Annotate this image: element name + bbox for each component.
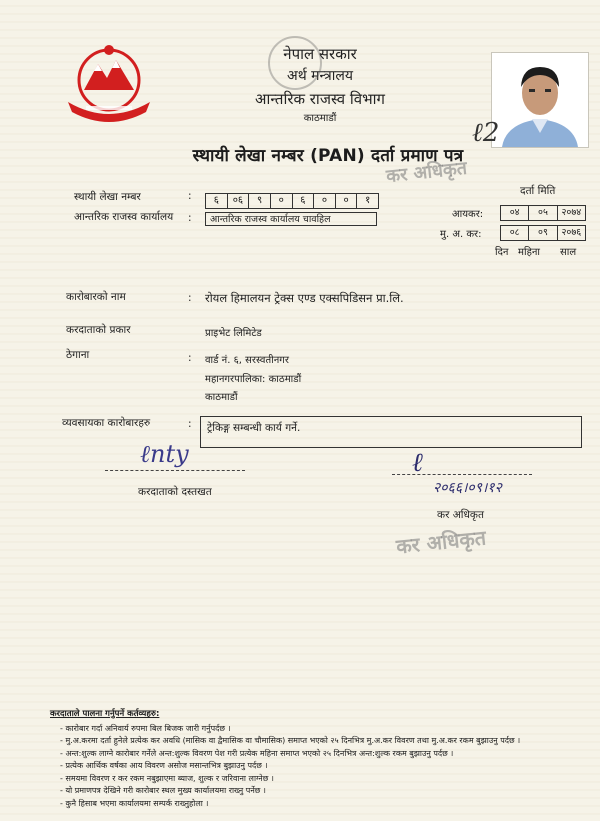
certificate-title: स्थायी लेखा नम्बर (PAN) दर्ता प्रमाण पत्र <box>192 146 464 166</box>
pan-digit: ० <box>270 194 292 208</box>
duty-item: - कारोबार गर्दा अनिवार्य रुपमा बिल बिजक जारी गर्नुपर्दछ । <box>60 723 590 736</box>
taxpayer-duties <box>50 708 590 810</box>
col-month: महिना <box>518 247 541 258</box>
stamp-top: कर अधिकृत <box>385 157 468 188</box>
photo-signature: ℓ2 <box>472 118 500 148</box>
duty-item: - अन्त:शुल्क लाग्ने कारोबार गर्नेले अन्त:शुल्क विवरण पेश गरी प्रत्येक महिना समाप्त भएको २५ दिनभित्र अन्त:शुल्क रकम बुझाउनु पर्दछ । <box>60 748 590 761</box>
pan-digit: ०६ <box>227 194 249 208</box>
date-year: २०७६ <box>557 226 585 240</box>
duty-item: - कुनै हिसाब भएमा कार्यालयमा सम्पर्क राख्नुहोला । <box>60 798 590 811</box>
header-line3: आन्तरिक राजस्व विभाग <box>254 90 385 108</box>
col-year: साल <box>560 247 577 258</box>
vat-date <box>500 225 586 241</box>
pan-digit: ६ <box>292 194 314 208</box>
duty-item: - मु.अ.करमा दर्ता हुनेले प्रत्येक कर अवधि (मासिक वा द्वैमासिक वा चौमासिक) समाप्त भएको २५ दिनभित्र मु.अ.कर विवरण तथा मु.अ.कर रकम बुझाउनु पर्दछ । <box>60 735 590 748</box>
officer-signature-date: २०६६।०९।१२ <box>433 480 502 496</box>
pan-digits <box>205 193 379 209</box>
taxpayer-type-label: करदाताको प्रकार <box>66 324 131 336</box>
business-name-label: कारोबारको नाम <box>66 291 126 303</box>
address-line2: महानगरपालिका: काठमाडौं <box>205 374 302 385</box>
office-seal <box>268 36 322 90</box>
registration-date-label: दर्ता मिति <box>520 185 556 197</box>
taxpayer-signature-line <box>105 470 245 471</box>
taxpayer-type-value: प्राइभेट लिमिटेड <box>205 328 262 339</box>
address-label: ठेगाना <box>66 349 90 361</box>
business-activities-value: ट्रेकिङ्ग सम्बन्धी कार्य गर्ने. <box>207 422 301 434</box>
date-month: ०५ <box>528 206 556 220</box>
pan-digit: ९ <box>248 194 270 208</box>
pan-digit: ० <box>313 194 335 208</box>
pan-label: स्थायी लेखा नम्बर <box>74 191 141 203</box>
date-year: २०७४ <box>557 206 585 220</box>
pan-digit: १ <box>356 194 378 208</box>
date-month: ०९ <box>528 226 556 240</box>
duty-item: - प्रत्येक आर्थिक वर्षका आय विवरण असोज मसान्तभित्र बुझाउनु पर्दछ । <box>60 760 590 773</box>
officer-signature-label: कर अधिकृत <box>437 509 484 521</box>
date-day: ०८ <box>509 227 520 238</box>
taxpayer-signature-label: करदाताको दस्तखत <box>138 486 212 498</box>
officer-signature: ℓ <box>412 448 423 478</box>
header-line4: काठमाडौं <box>303 113 337 124</box>
office-label: आन्तरिक राजस्व कार्यालय <box>74 211 174 223</box>
vat-label: मु. अ. कर: <box>440 229 482 240</box>
date-day: ०४ <box>509 207 520 218</box>
stamp-bottom: कर अधिकृत <box>395 525 488 559</box>
income-tax-label: आयकर: <box>452 209 484 220</box>
duties-list <box>50 723 590 811</box>
duties-heading: करदाताले पालना गर्नुपर्ने कर्तव्यहरु: <box>50 709 160 719</box>
business-name-value: रोयल हिमालयन ट्रेक्स एण्ड एक्सपिडिसन प्रा.लि. <box>205 291 404 305</box>
nepal-emblem-icon <box>62 40 156 126</box>
address-line3: काठमाडौं <box>205 392 238 403</box>
pan-digit: ६ <box>213 195 219 206</box>
pan-certificate: नेपाल सरकार अर्थ मन्त्रालय आन्तरिक राजस्व विभाग काठमाडौं ℓ2 स्थायी लेखा नम्बर (PAN) दर्ता प्रमाण पत्र कर अधिकृत स्थायी लेखा नम्बर : ६ ०६ ९ ० ६ ० ० १ आन्तरिक राजस्व कार्यालय : आन्तरिक राजस्व कार्यालय चावहिल दर्ता मिति आयकर: ०४ ०५ २०७४ मु. अ. कर: ०८ ०९ २०७६ दिन महिना साल कारोबारको नाम : रोयल हिमालयन ट्रेक्स एण्ड एक्सपिडिसन प्रा.लि. करदाताको प्रकार प्राइभेट लिमिटेड ठेगाना : वार्ड नं. ६, सरस्वतीनगर महानगरपालिका: काठमाडौं काठमाडौं व्यवसायका कारोबारहरु : ट्रेकिङ्ग सम्बन्धी कार्य गर्ने. ℓnty करदाताको दस्तखत ℓ २०६६।०९।१२ कर अधिकृत कर अधिकृत करदाताले पालना गर्नुपर्ने कर्तव्यहरु: - कारोबार गर्दा अनिवार्य रुपमा बिल बिजक जारी गर्नुपर्दछ । - मु.अ.करमा दर्ता हुनेले प्रत्येक कर अवधि (मासिक वा द्वैमासिक वा चौमासिक) समाप्त भएको २५ दिनभित्र मु.अ.कर विवरण तथा मु.अ.कर रकम बुझाउनु पर्दछ । - अन्त:शुल्क लाग्ने कारोबार गर्नेले अन्त:शुल्क विवरण पेश गरी प्रत्येक महिना समाप्त भएको २५ दिनभित्र अन्त:शुल्क रकम बुझाउनु पर्दछ । - प्रत्येक आर्थिक वर्षका आय विवरण असोज मसान्तभित्र बुझाउनु पर्दछ । - समयमा विवरण र कर रकम नबुझाएमा ब्याज, शुल्क र जरिवाना लाग्नेछ । - यो प्रमाणपत्र देखिने गरी कारोबार स्थल मुख्य कार्यालयमा राख्नु पर्नेछ । - कुनै हिसाब भएमा कार्यालयमा सम्पर्क राख्नुहोला । <box>0 0 600 821</box>
duty-item: - समयमा विवरण र कर रकम नबुझाएमा ब्याज, शुल्क र जरिवाना लाग्नेछ । <box>60 773 590 786</box>
holder-photo <box>491 52 589 148</box>
duty-item: - यो प्रमाणपत्र देखिने गरी कारोबार स्थल मुख्य कार्यालयमा राख्नु पर्नेछ । <box>60 785 590 798</box>
officer-signature-line <box>392 474 532 475</box>
col-day: दिन <box>495 247 509 258</box>
business-activities-label: व्यवसायका कारोबारहरु <box>62 417 151 429</box>
office-value: आन्तरिक राजस्व कार्यालय चावहिल <box>205 212 377 226</box>
income-tax-date <box>500 205 586 221</box>
address-line1: वार्ड नं. ६, सरस्वतीनगर <box>205 355 290 366</box>
header-line1: नेपाल सरकार <box>283 45 357 63</box>
business-activities-box <box>200 416 582 448</box>
header-line2: अर्थ मन्त्रालय <box>287 68 353 84</box>
taxpayer-signature: ℓnty <box>140 440 189 468</box>
pan-digit: ० <box>335 194 357 208</box>
